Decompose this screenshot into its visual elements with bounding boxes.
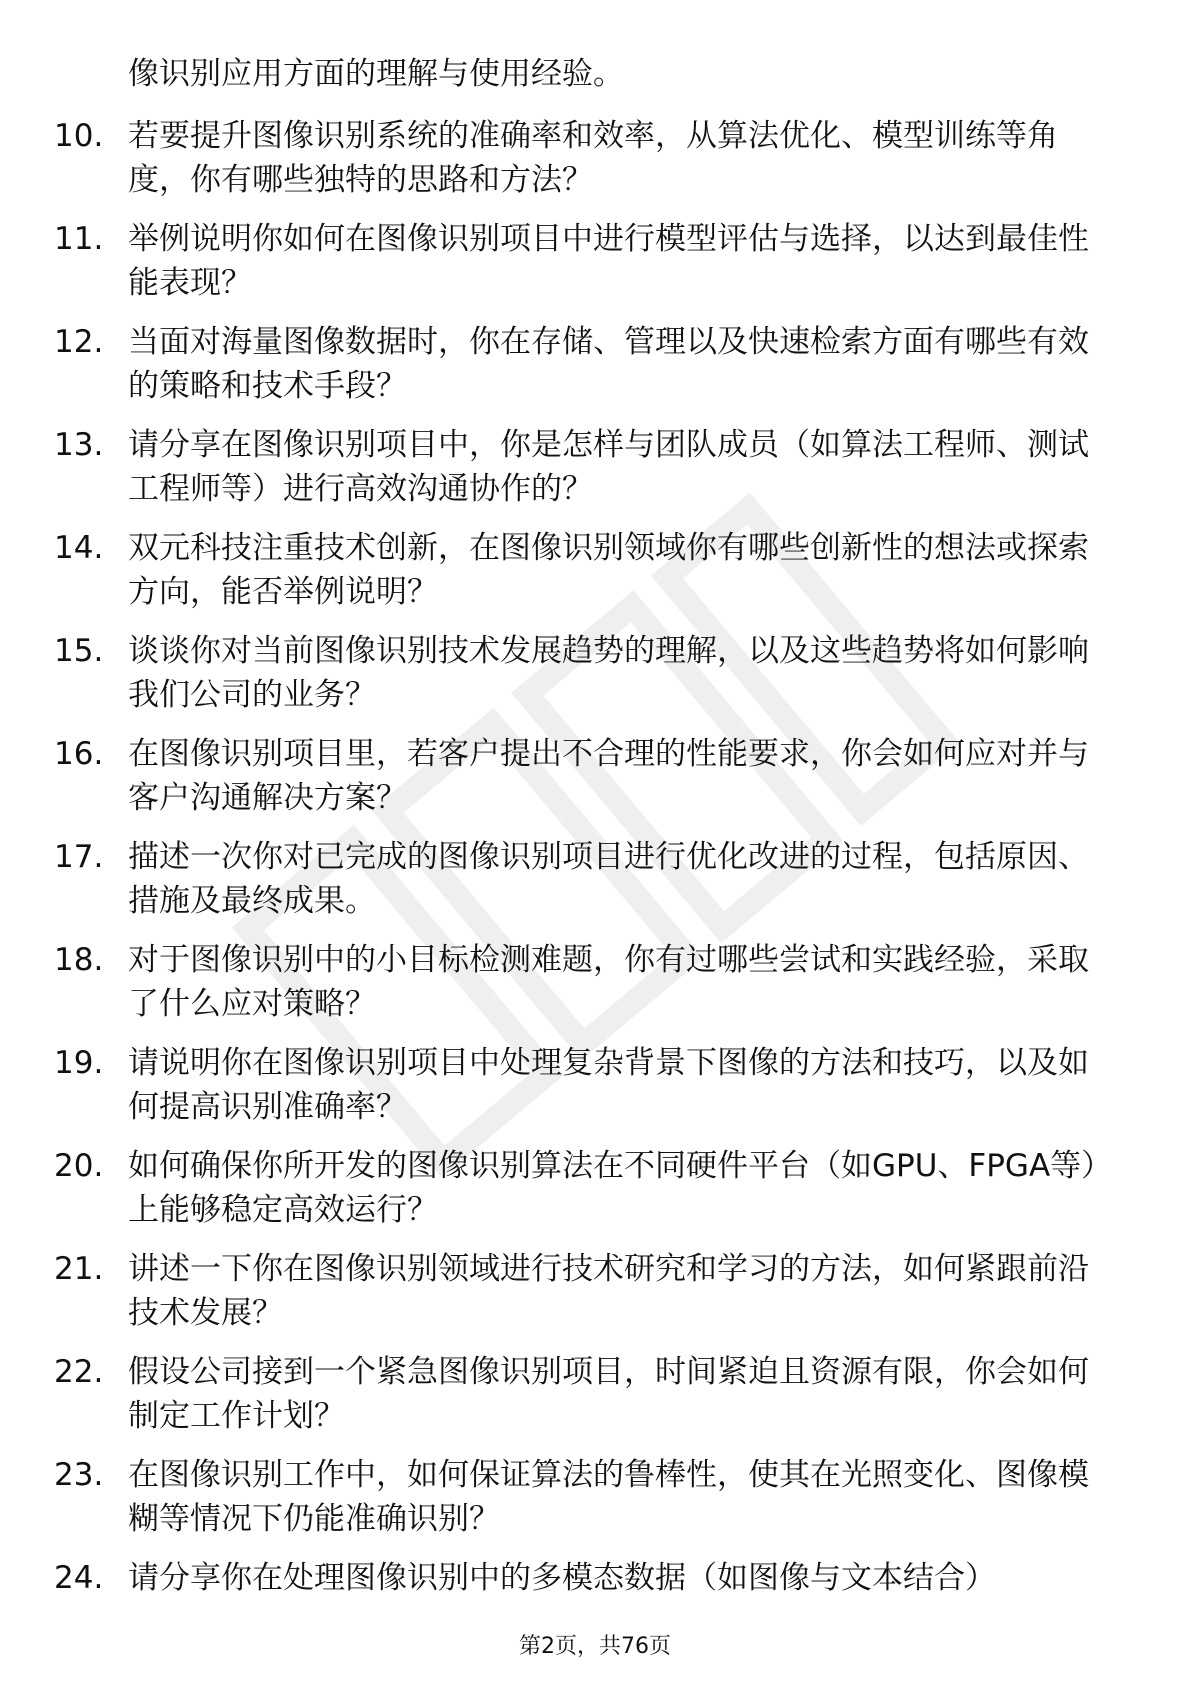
question-number: 23.: [54, 1457, 104, 1493]
list-item: [0, 320, 1190, 423]
question-text: 如何确保你所开发的图像识别算法在不同硬件平台（如GPU、FPGA等）上能够稳定高效运行？: [128, 1148, 1097, 1228]
list-item: [0, 732, 1190, 835]
question-list: [0, 114, 1190, 1659]
question-number: 13.: [54, 427, 104, 463]
question-number: 14.: [54, 530, 104, 566]
list-item: [0, 1453, 1190, 1556]
list-item: [0, 938, 1190, 1041]
question-text: 举例说明你如何在图像识别项目中进行模型评估与选择，以达到最佳性能表现？: [128, 221, 1089, 301]
question-number: 17.: [54, 839, 104, 875]
question-number: 22.: [54, 1354, 104, 1390]
list-item: [0, 114, 1190, 217]
list-item: [0, 217, 1190, 320]
continuation-text: 像识别应用方面的理解与使用经验。: [128, 56, 624, 92]
question-text: 描述一次你对已完成的图像识别项目进行优化改进的过程，包括原因、措施及最终成果。: [128, 839, 1089, 919]
question-text: 在图像识别工作中，如何保证算法的鲁棒性，使其在光照变化、图像模糊等情况下仍能准确识别？: [128, 1457, 1089, 1537]
list-item: [0, 1350, 1190, 1453]
list-item: [0, 1041, 1190, 1144]
list-item: [0, 629, 1190, 732]
list-item: [0, 1144, 1190, 1247]
question-number: 11.: [54, 221, 104, 257]
question-number: 12.: [54, 324, 104, 360]
question-text: 当面对海量图像数据时，你在存储、管理以及快速检索方面有哪些有效的策略和技术手段？: [128, 324, 1089, 404]
question-number: 24.: [54, 1560, 104, 1596]
question-number: 18.: [54, 942, 104, 978]
question-text: 谈谈你对当前图像识别技术发展趋势的理解，以及这些趋势将如何影响我们公司的业务？: [128, 633, 1089, 713]
question-text: 双元科技注重技术创新，在图像识别领域你有哪些创新性的想法或探索方向，能否举例说明？: [128, 530, 1089, 610]
question-text: 对于图像识别中的小目标检测难题，你有过哪些尝试和实践经验，采取了什么应对策略？: [128, 942, 1089, 1022]
question-number: 19.: [54, 1045, 104, 1081]
question-number: 15.: [54, 633, 104, 669]
list-item: [0, 835, 1190, 938]
question-text: 请说明你在图像识别项目中处理复杂背景下图像的方法和技巧，以及如何提高识别准确率？: [128, 1045, 1089, 1125]
question-text: 讲述一下你在图像识别领域进行技术研究和学习的方法，如何紧跟前沿技术发展？: [128, 1251, 1089, 1331]
question-text: 若要提升图像识别系统的准确率和效率，从算法优化、模型训练等角度，你有哪些独特的思路和方法？: [128, 118, 1058, 198]
question-text: 在图像识别项目里，若客户提出不合理的性能要求，你会如何应对并与客户沟通解决方案？: [128, 736, 1089, 816]
question-text: 假设公司接到一个紧急图像识别项目，时间紧迫且资源有限，你会如何制定工作计划？: [128, 1354, 1089, 1434]
question-number: 20.: [54, 1148, 104, 1184]
list-item: [0, 423, 1190, 526]
question-number: 21.: [54, 1251, 104, 1287]
question-text: 请分享你在处理图像识别中的多模态数据（如图像与文本结合）: [128, 1560, 996, 1596]
question-text: 请分享在图像识别项目中，你是怎样与团队成员（如算法工程师、测试工程师等）进行高效沟通协作的？: [128, 427, 1089, 507]
question-number: 10.: [54, 118, 104, 154]
page-footer: 第2页，共76页: [519, 1634, 671, 1659]
question-number: 16.: [54, 736, 104, 772]
list-item: [0, 1247, 1190, 1350]
list-item: [0, 526, 1190, 629]
